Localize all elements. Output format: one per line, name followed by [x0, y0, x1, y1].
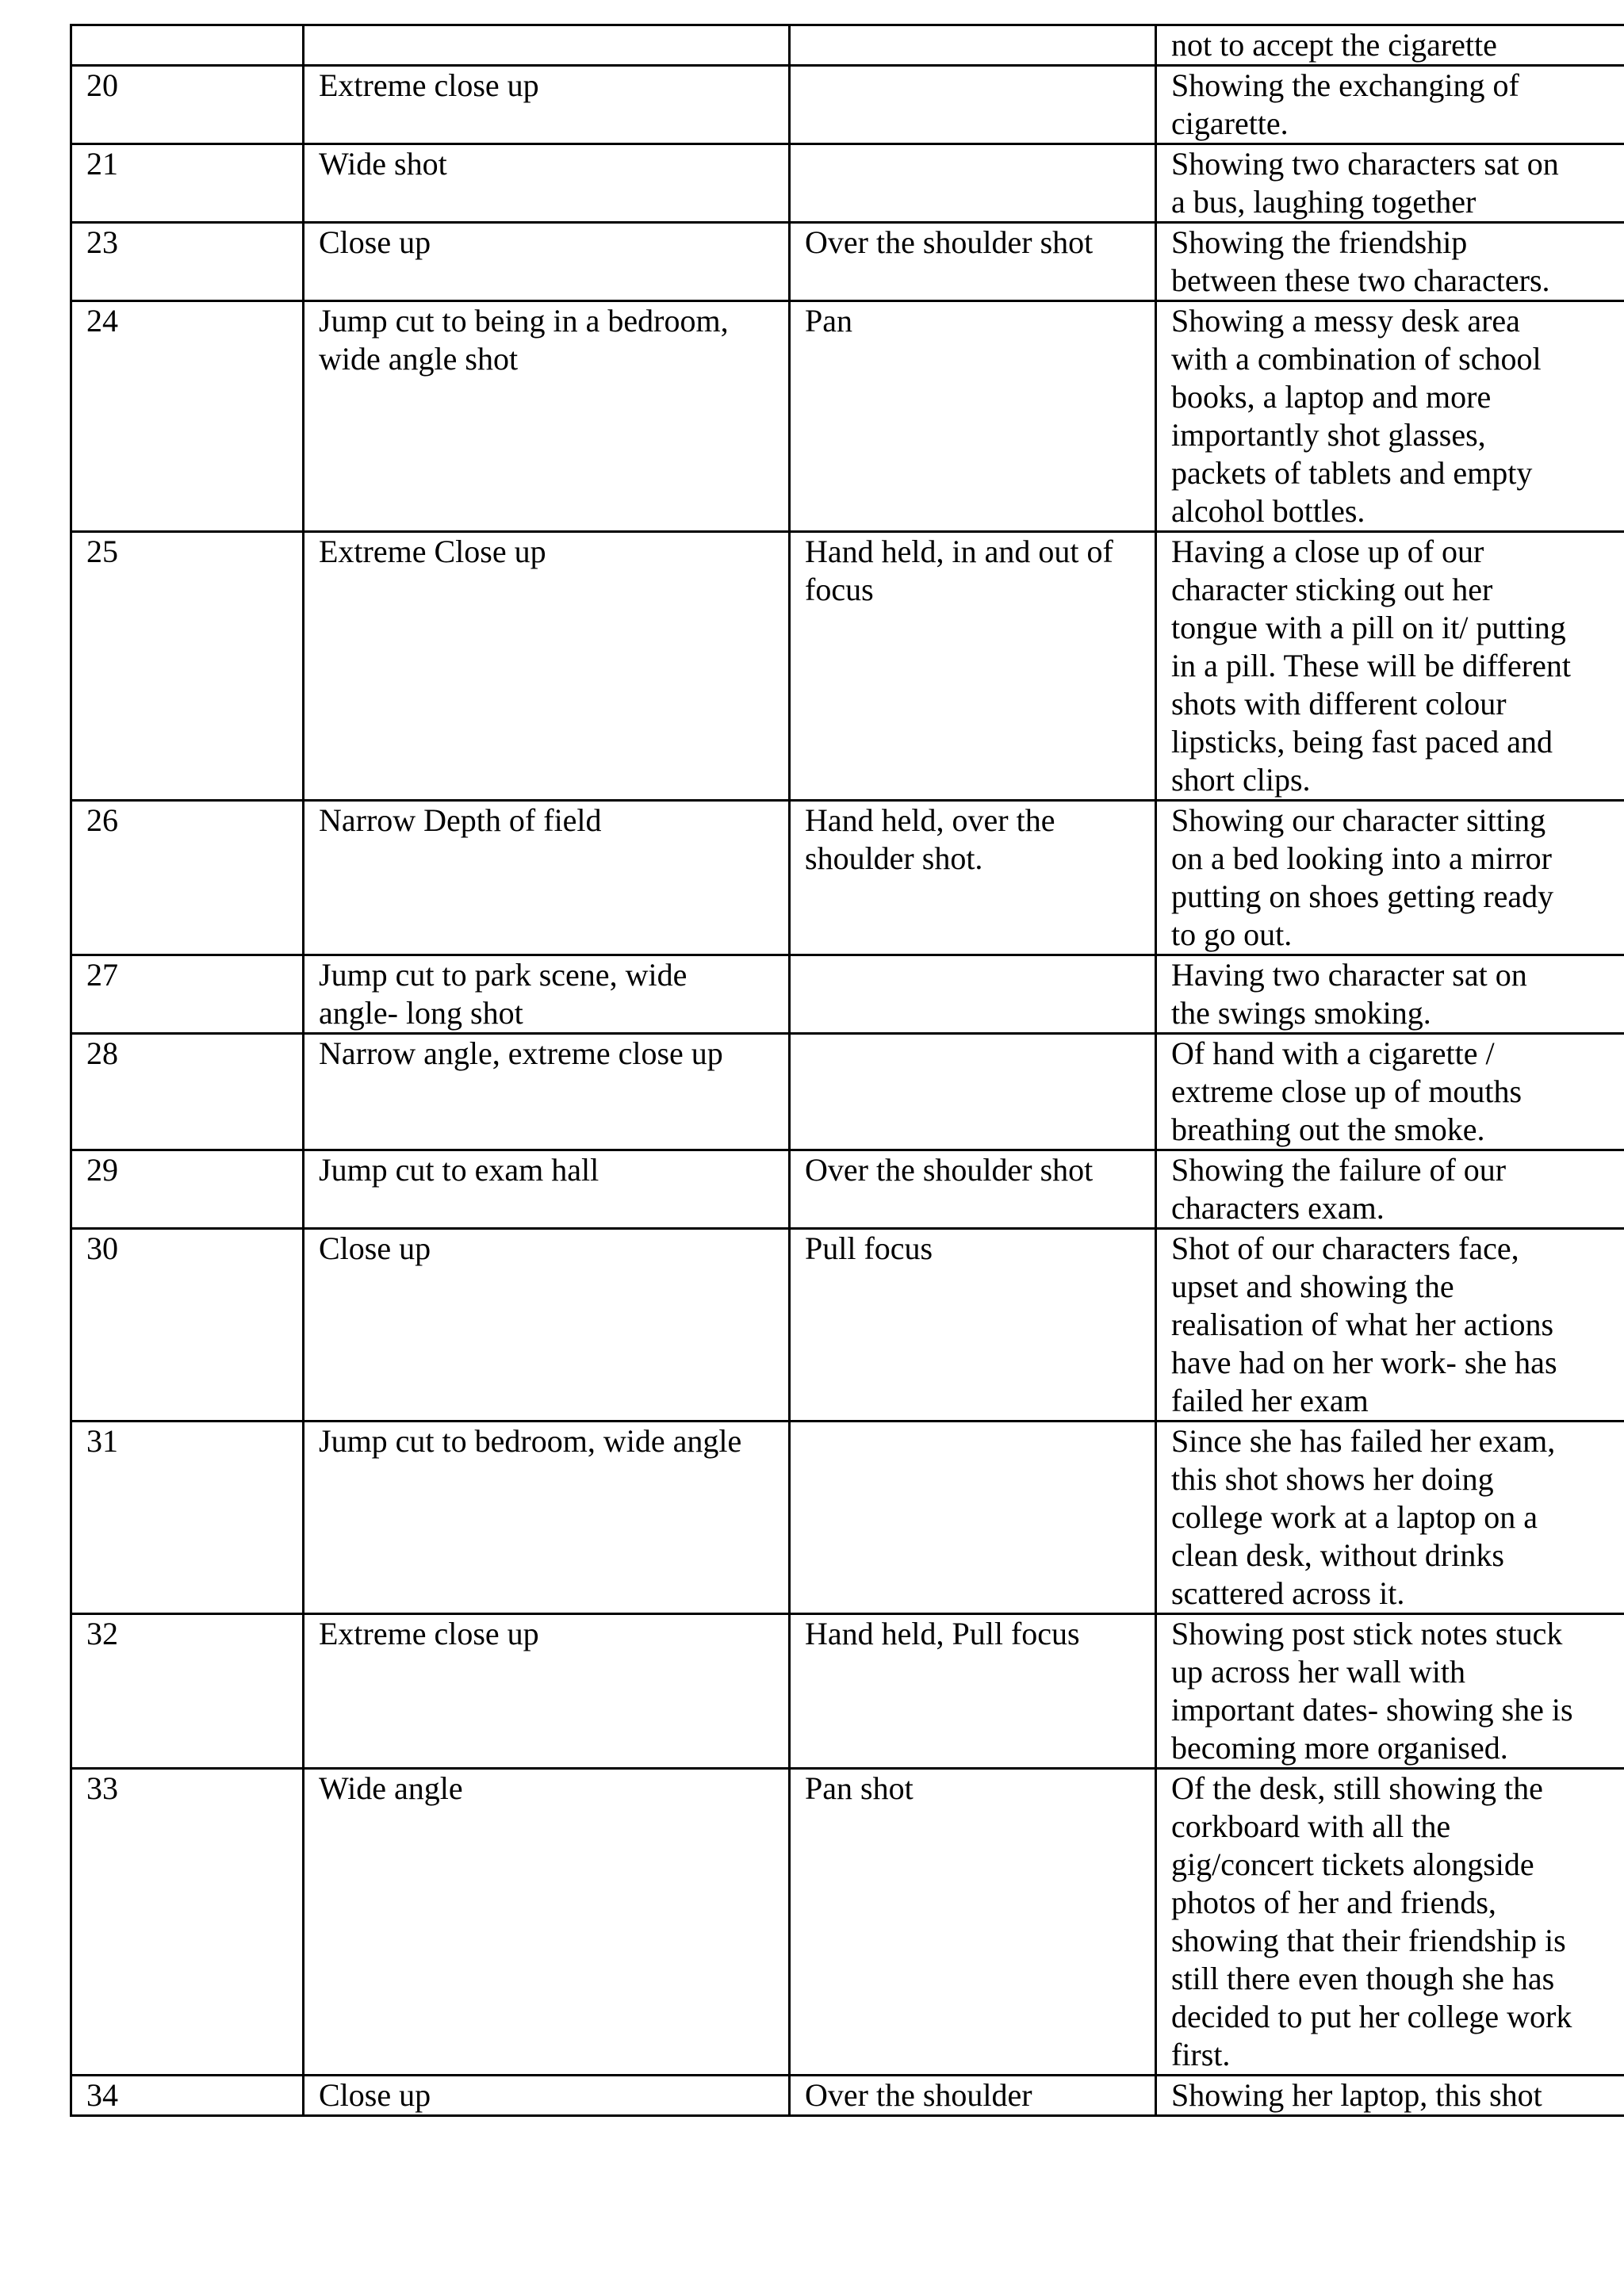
table-row [71, 1034, 1624, 1150]
shot-description-cell: Showing the failure of our characters exam. [1156, 1150, 1624, 1229]
camera-movement-cell [790, 144, 1156, 223]
shot-description-cell: Showing a messy desk area with a combination of school books, a laptop and more importantly shot glasses, packets of tablets and empty alcohol bottles. [1156, 301, 1624, 532]
shot-description-cell: Showing the exchanging of cigarette. [1156, 66, 1624, 144]
camera-movement-cell: Hand held, Pull focus [790, 1614, 1156, 1769]
shot-number-cell: 21 [71, 144, 304, 223]
shot-number-cell: 29 [71, 1150, 304, 1229]
table-row [71, 955, 1624, 1034]
camera-movement-cell: Over the shoulder shot [790, 1150, 1156, 1229]
camera-movement-cell: Pan [790, 301, 1156, 532]
shot-list-table [70, 24, 1624, 2117]
camera-shot-cell: Wide shot [304, 144, 790, 223]
shot-description-cell: Shot of our characters face, upset and showing the realisation of what her actions have had on her work- she has failed her exam [1156, 1229, 1624, 1422]
table-row [71, 1422, 1624, 1614]
shot-description-cell: Of hand with a cigarette / extreme close up of mouths breathing out the smoke. [1156, 1034, 1624, 1150]
camera-movement-cell [790, 1422, 1156, 1614]
table-row [71, 66, 1624, 144]
shot-number-cell: 28 [71, 1034, 304, 1150]
camera-movement-cell: Pan shot [790, 1769, 1156, 2076]
shot-number-cell [71, 25, 304, 66]
camera-movement-cell: Over the shoulder [790, 2076, 1156, 2116]
camera-movement-cell: Over the shoulder shot [790, 223, 1156, 301]
shot-description-cell: Showing her laptop, this shot [1156, 2076, 1624, 2116]
shot-description-cell: Having two character sat on the swings smoking. [1156, 955, 1624, 1034]
shot-description-cell: Of the desk, still showing the corkboard with all the gig/concert tickets alongside photos of her and friends, showing that their friendship is still there even though she has decided to put her college work first. [1156, 1769, 1624, 2076]
shot-number-cell: 25 [71, 532, 304, 801]
table-row [71, 1769, 1624, 2076]
camera-shot-cell: Extreme Close up [304, 532, 790, 801]
table-row [71, 144, 1624, 223]
camera-shot-cell: Narrow angle, extreme close up [304, 1034, 790, 1150]
camera-movement-cell: Pull focus [790, 1229, 1156, 1422]
shot-number-cell: 34 [71, 2076, 304, 2116]
shot-number-cell: 30 [71, 1229, 304, 1422]
camera-shot-cell: Jump cut to being in a bedroom, wide angle shot [304, 301, 790, 532]
table-row [71, 801, 1624, 955]
camera-movement-cell [790, 66, 1156, 144]
shot-number-cell: 33 [71, 1769, 304, 2076]
shot-description-cell: Showing the friendship between these two characters. [1156, 223, 1624, 301]
shot-number-cell: 26 [71, 801, 304, 955]
shot-description-cell: Showing two characters sat on a bus, laughing together [1156, 144, 1624, 223]
shot-number-cell: 20 [71, 66, 304, 144]
camera-shot-cell: Jump cut to park scene, wide angle- long shot [304, 955, 790, 1034]
shot-description-cell: Showing our character sitting on a bed looking into a mirror putting on shoes getting ready to go out. [1156, 801, 1624, 955]
table-row [71, 301, 1624, 532]
camera-shot-cell: Jump cut to bedroom, wide angle [304, 1422, 790, 1614]
shot-number-cell: 27 [71, 955, 304, 1034]
camera-shot-cell: Close up [304, 223, 790, 301]
camera-movement-cell: Hand held, over the shoulder shot. [790, 801, 1156, 955]
table-row [71, 223, 1624, 301]
camera-shot-cell: Close up [304, 2076, 790, 2116]
table-row [71, 2076, 1624, 2116]
table-row [71, 25, 1624, 66]
table-row [71, 1229, 1624, 1422]
shot-number-cell: 24 [71, 301, 304, 532]
camera-shot-cell [304, 25, 790, 66]
camera-movement-cell [790, 955, 1156, 1034]
camera-shot-cell: Jump cut to exam hall [304, 1150, 790, 1229]
camera-movement-cell [790, 1034, 1156, 1150]
shot-number-cell: 23 [71, 223, 304, 301]
camera-shot-cell: Extreme close up [304, 66, 790, 144]
table-row [71, 1614, 1624, 1769]
camera-movement-cell: Hand held, in and out of focus [790, 532, 1156, 801]
table-row [71, 532, 1624, 801]
camera-shot-cell: Narrow Depth of field [304, 801, 790, 955]
shot-description-cell: not to accept the cigarette [1156, 25, 1624, 66]
shot-description-cell: Showing post stick notes stuck up across her wall with important dates- showing she is becoming more organised. [1156, 1614, 1624, 1769]
shot-description-cell: Since she has failed her exam, this shot shows her doing college work at a laptop on a clean desk, without drinks scattered across it. [1156, 1422, 1624, 1614]
camera-shot-cell: Extreme close up [304, 1614, 790, 1769]
camera-shot-cell: Wide angle [304, 1769, 790, 2076]
shot-number-cell: 31 [71, 1422, 304, 1614]
camera-shot-cell: Close up [304, 1229, 790, 1422]
shot-number-cell: 32 [71, 1614, 304, 1769]
camera-movement-cell [790, 25, 1156, 66]
table-row [71, 1150, 1624, 1229]
shot-description-cell: Having a close up of our character sticking out her tongue with a pill on it/ putting in a pill. These will be different shots with different colour lipsticks, being fast paced and short clips. [1156, 532, 1624, 801]
